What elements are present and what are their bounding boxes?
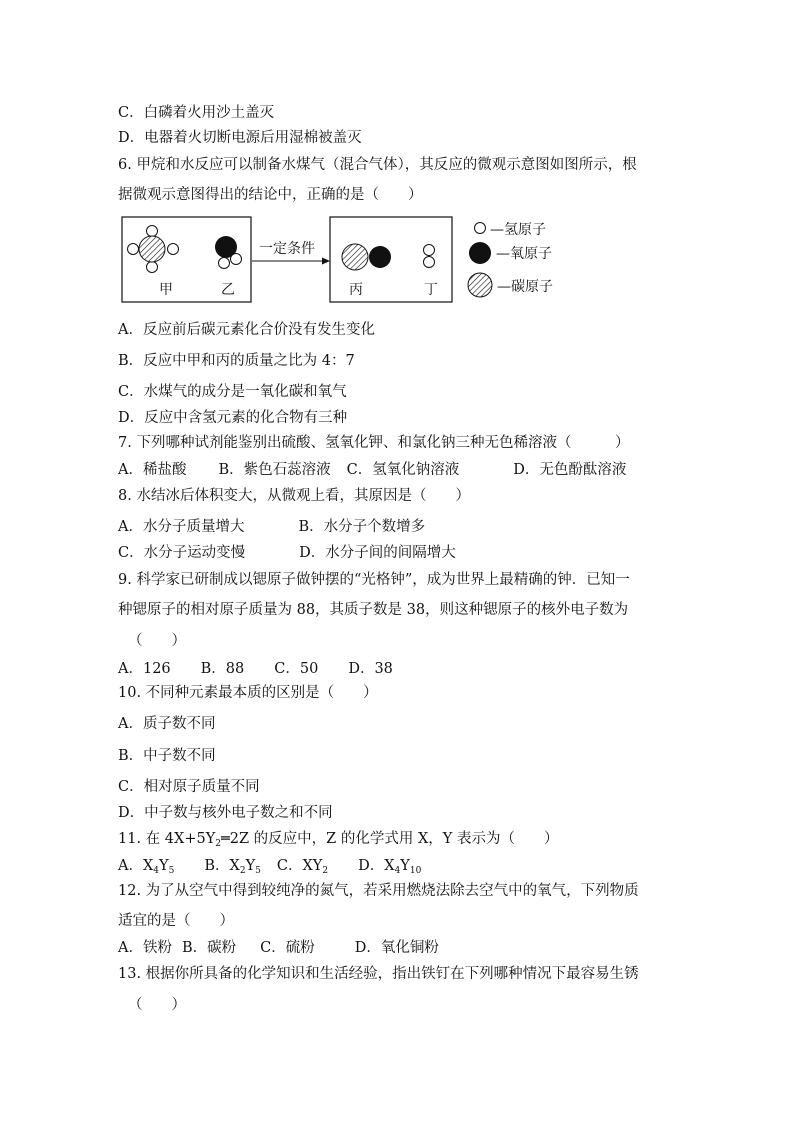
label-bing: 丙 [349,282,363,298]
q11-stem-subscript: 2 [215,839,222,849]
q9-stem-line1: 9. 科学家已研制成以锶原子做钟摆的“光格钟”，成为世界上最精确的钟．已知一 [118,572,630,588]
q5-option-d: D．电器着火切断电源后用湿棉被盖灭 [118,130,362,146]
q9-option-a: A．126 [118,661,171,677]
q12-stem-line2: 适宜的是（ ） [118,913,234,929]
q11-option-d: D．$X_4Y_{10}$ [358,858,422,876]
h2-molecule [424,245,435,268]
legend-oxygen: —氧原子 [496,246,552,262]
q8-options-row1 [118,517,425,537]
methane-molecule [128,226,179,273]
q7-options [118,460,626,480]
q11-stem [118,829,558,849]
q8-options-row2 [118,543,456,563]
q8-stem: 8. 水结冰后体积变大，从微观上看，其原因是（ ） [118,488,470,504]
q6-option-b: B．反应中甲和丙的质量之比为 4：7 [118,353,355,369]
q7-stem: 7. 下列哪种试剂能鉴别出硫酸、氢氧化钾、和氯化钠三种无色稀溶液（ ） [118,435,630,451]
q11-stem-suffix: ═2Z 的反应中，Z 的化学式用 X，Y 表示为（ ） [221,831,559,847]
q8-option-c: C．水分子运动变慢 [118,545,246,561]
legend-carbon-icon [468,273,492,297]
q11-option-c: C．$XY_2$ [276,858,329,876]
legend-hydrogen-icon [475,223,486,234]
q10-option-b: B．中子数不同 [118,748,216,764]
q11-stem-prefix: 11. 在 4X+5Y [118,831,216,847]
co-molecule [342,244,391,270]
q11-option-b: B．$X_2Y_5$ [204,858,261,876]
label-ding: 丁 [424,282,438,298]
q9-stem-line2: 种锶原子的相对原子质量为 88，其质子数是 38，则这种锶原子的核外电子数为 [118,602,629,618]
water-molecule [215,236,242,269]
q8-option-d: D．水分子间的间隔增大 [299,545,456,561]
q10-stem: 10. 不同种元素最本质的区别是（ ） [118,685,378,701]
legend-hydrogen: —氢原子 [490,222,546,238]
reaction-condition: 一定条件 [259,241,315,257]
q9-option-c: C．50 [274,661,319,677]
q13-stem-line1: 13. 根据你所具备的化学知识和生活经验，指出铁钉在下列哪种情况下最容易生锈 [118,966,639,982]
q9-stem-line3: （ ） [128,633,186,649]
q12-stem-line1: 12. 为了从空气中得到较纯净的氮气，若采用燃烧法除去空气中的氧气，下列物质 [118,883,639,899]
q12-option-b: B．碳粉 [181,940,237,956]
q6-stem-line2: 据微观示意图得出的结论中，正确的是（ ） [118,187,423,203]
q6-option-a: A．反应前后碳元素化合价没有发生变化 [118,322,375,338]
q10-option-a: A．质子数不同 [118,716,216,732]
q7-option-c: C．氢氧化钠溶液 [346,462,460,478]
q9-option-d: D．38 [348,661,393,677]
q7-option-d: D．无色酚酞溶液 [513,462,627,478]
label-yi: 乙 [221,282,235,298]
q11-options [118,856,421,876]
q12-option-c: C．硫粉 [260,940,315,956]
q5-option-c: C．白磷着火用沙土盖灭 [118,105,275,121]
q12-option-a: A．铁粉 [118,940,172,956]
q6-option-d: D．反应中含氢元素的化合物有三种 [118,410,348,426]
q8-option-a: A．水分子质量增大 [118,519,245,535]
label-jia: 甲 [159,282,173,298]
legend-carbon: —碳原子 [497,279,553,295]
q13-stem-line2: （ ） [128,997,186,1013]
q6-option-c: C．水煤气的成分是一氧化碳和氧气 [118,384,347,400]
q7-option-b: B．紫色石蕊溶液 [218,462,331,478]
legend-oxygen-icon [469,242,491,264]
q7-option-a: A．稀盐酸 [118,462,187,478]
q6-reaction-diagram [121,215,581,307]
q8-option-b: B．水分子个数增多 [298,519,426,535]
q6-stem-line1: 6. 甲烷和水反应可以制备水煤气（混合气体），其反应的微观示意图如图所示，根 [118,157,637,173]
q10-option-d: D．中子数与核外电子数之和不同 [118,805,333,821]
q9-option-b: B．88 [200,661,245,677]
q10-option-c: C．相对原子质量不同 [118,779,260,795]
q12-options [118,938,439,958]
q12-option-d: D．氧化铜粉 [354,940,439,956]
q9-options [118,659,393,679]
q11-option-a: A．$X_4Y_5$ [118,858,175,876]
